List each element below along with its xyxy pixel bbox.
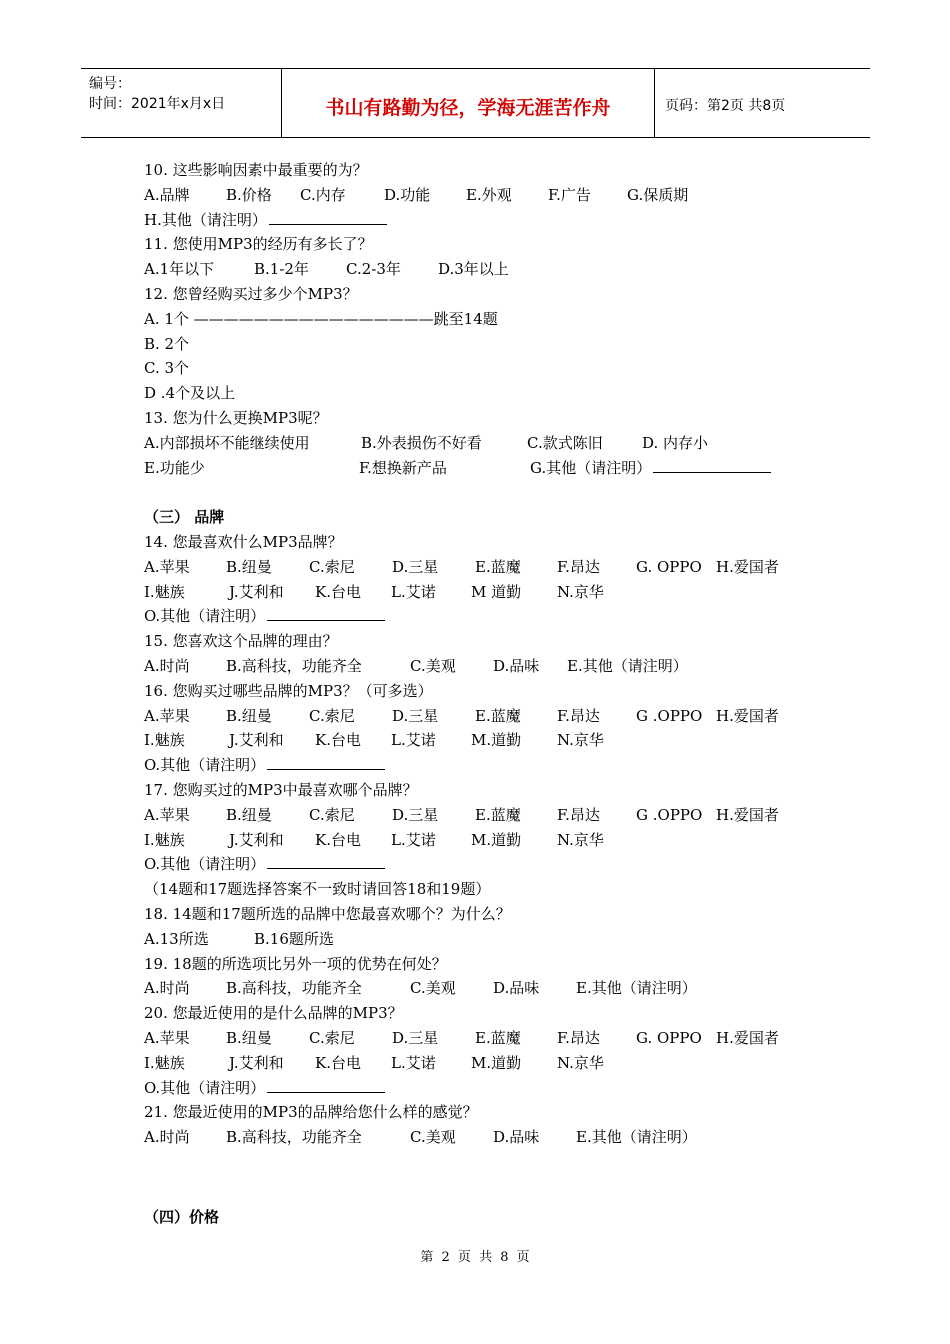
- motto-text: 书山有路勤为径，学海无涯苦作舟: [325, 97, 611, 119]
- header-motto-cell: [282, 69, 655, 137]
- option-item: N.京华: [557, 1053, 604, 1072]
- option-item: B.纽曼: [226, 557, 272, 576]
- option-row: [144, 705, 864, 727]
- option-item: B.高科技，功能齐全: [226, 657, 362, 675]
- option-item: B.纽曼: [226, 1029, 272, 1047]
- option-item: E.蓝魔: [475, 1029, 521, 1047]
- line-text: O.其他（请注明）: [144, 1078, 266, 1097]
- answer-blank: [267, 754, 385, 770]
- line-text: A. 1个 ————————————————跳至14题: [144, 309, 498, 328]
- option-row: [144, 655, 864, 677]
- option-row: [144, 258, 864, 280]
- line-text: 11. 您使用MP3的经历有多长了？: [144, 235, 373, 254]
- line-text: H.其他（请注明）: [144, 210, 267, 229]
- line-text: （三） 品牌: [144, 508, 225, 527]
- option-item: A.苹果: [144, 1029, 190, 1047]
- option-item: C.美观: [410, 1128, 456, 1147]
- option-item: E.功能少: [144, 458, 205, 477]
- line-text: 15. 您喜欢这个品牌的理由？: [144, 632, 338, 651]
- option-item: A.13所选: [144, 929, 209, 948]
- option-item: E.蓝魔: [475, 557, 521, 576]
- option-item: J.艾利和: [229, 731, 284, 750]
- option-item: H.爱国者: [716, 706, 779, 725]
- line-text: 10. 这些影响因素中最重要的为？: [144, 161, 368, 179]
- question-line: [144, 283, 358, 305]
- question-line: [144, 779, 418, 801]
- option-item: C.内存: [300, 185, 346, 204]
- question-line: [144, 903, 511, 925]
- option-item: C.美观: [410, 979, 456, 998]
- question-line: [144, 1101, 478, 1123]
- section-heading: [144, 506, 224, 528]
- option-item: A.时尚: [144, 979, 190, 998]
- option-item: G.其他（请注明）: [530, 457, 771, 479]
- option-item: M.道勤: [471, 731, 522, 750]
- option-item: D. 内存小: [642, 433, 709, 452]
- option-item: F.想换新产品: [359, 458, 447, 477]
- option-item: C.2-3年: [346, 260, 401, 279]
- option-item: F.昂达: [557, 706, 600, 725]
- option-item: G. OPPO: [636, 1029, 702, 1047]
- question-line: [144, 531, 343, 553]
- option-item: A.苹果: [144, 805, 190, 824]
- option-item: H.爱国者: [716, 557, 779, 576]
- answer-blank: [267, 605, 385, 621]
- question-line: [144, 1077, 385, 1099]
- option-item: L.艾诺: [391, 1053, 436, 1072]
- option-row: [144, 556, 864, 578]
- section-heading-price: （四）价格: [144, 1208, 220, 1226]
- option-item: I.魅族: [144, 582, 185, 601]
- option-item: K.台电: [315, 582, 361, 601]
- option-item: K.台电: [315, 1053, 361, 1072]
- line-text: 18. 14题和17题所选的品牌中您最喜欢哪个？为什么？: [144, 905, 511, 923]
- option-item: D.品味: [493, 657, 540, 675]
- answer-blank: [653, 457, 771, 473]
- option-item: D.三星: [392, 1029, 439, 1047]
- option-item: G. OPPO: [636, 557, 702, 576]
- option-item: A.时尚: [144, 657, 190, 675]
- option-row: [144, 432, 864, 454]
- line-text: D .4个及以上: [144, 384, 236, 403]
- option-row: [144, 1126, 864, 1148]
- option-item: B.外表损伤不好看: [361, 433, 482, 452]
- option-row: [144, 581, 864, 603]
- option-item: M 道勤: [471, 582, 522, 601]
- option-row: [144, 184, 864, 206]
- question-line: [144, 630, 338, 652]
- header-meta-cell: [81, 69, 282, 137]
- option-item: G .OPPO: [636, 805, 703, 824]
- option-item: B.16题所选: [254, 929, 334, 948]
- option-row: [144, 729, 864, 751]
- option-item: E.蓝魔: [475, 706, 521, 725]
- option-item: C.索尼: [309, 557, 355, 576]
- option-item: E.外观: [466, 185, 512, 204]
- option-item: H.爱国者: [716, 1029, 779, 1047]
- question-line: [144, 1002, 403, 1024]
- question-line: [144, 680, 433, 702]
- option-row: [144, 1052, 864, 1074]
- option-item: D.功能: [384, 185, 431, 204]
- question-line: [144, 754, 385, 776]
- date-label: 时间：2021年x月x日: [89, 96, 226, 112]
- line-text: 20. 您最近使用的是什么品牌的MP3？: [144, 1004, 403, 1023]
- question-line: [144, 407, 328, 429]
- option-item: K.台电: [315, 830, 361, 849]
- option-item: N.京华: [557, 830, 604, 849]
- line-text: O.其他（请注明）: [144, 756, 266, 775]
- line-text: O.其他（请注明）: [144, 855, 266, 874]
- line-text: 13. 您为什么更换MP3呢？: [144, 409, 328, 427]
- option-row: [144, 457, 864, 479]
- option-item: L.艾诺: [391, 582, 436, 601]
- option-item: A.内部损坏不能继续使用: [144, 433, 310, 452]
- option-item: A.1年以下: [144, 260, 215, 279]
- answer-blank: [269, 209, 387, 225]
- option-item: B.高科技，功能齐全: [226, 979, 362, 998]
- option-item: D.三星: [392, 706, 439, 725]
- option-item: F.昂达: [557, 805, 600, 824]
- line-text: 21. 您最近使用的MP3的品牌给您什么样的感觉？: [144, 1103, 478, 1122]
- option-item: D.品味: [493, 979, 540, 998]
- question-line: [144, 233, 373, 255]
- option-item: F.广告: [548, 185, 591, 204]
- code-label: 编号：: [89, 76, 131, 92]
- option-row: [144, 1027, 864, 1049]
- footer-ye2: 页: [516, 1250, 530, 1265]
- option-item: I.魅族: [144, 731, 185, 750]
- footer-total: 8: [500, 1250, 509, 1265]
- option-item: E.其他（请注明）: [576, 979, 697, 998]
- line-text: C. 3个: [144, 359, 190, 378]
- option-item: F.昂达: [557, 1029, 600, 1047]
- question-line: [144, 159, 368, 181]
- option-item: C.索尼: [309, 706, 355, 725]
- option-item: I.魅族: [144, 830, 185, 849]
- option-item: B.高科技，功能齐全: [226, 1128, 362, 1147]
- option-item: L.艾诺: [391, 731, 436, 750]
- option-item: M.道勤: [471, 830, 522, 849]
- option-item: C.索尼: [309, 805, 355, 824]
- page-footer: [0, 1246, 950, 1265]
- option-item: J.艾利和: [229, 1053, 284, 1072]
- option-item: D.三星: [392, 557, 439, 576]
- option-item: C.索尼: [309, 1029, 355, 1047]
- option-item: E.其他（请注明）: [567, 657, 688, 675]
- option-item: D.三星: [392, 805, 439, 824]
- option-item: G .OPPO: [636, 706, 703, 725]
- question-line: [144, 357, 189, 379]
- footer-gong: 共: [479, 1250, 493, 1265]
- question-line: [144, 878, 490, 900]
- option-item: J.艾利和: [229, 830, 284, 849]
- option-item: B.纽曼: [226, 805, 272, 824]
- option-item: A.苹果: [144, 706, 190, 725]
- option-item: J.艾利和: [229, 582, 284, 601]
- option-item: E.其他（请注明）: [576, 1128, 697, 1147]
- line-text: 17. 您购买过的MP3中最喜欢哪个品牌？: [144, 781, 418, 799]
- line-text: 14. 您最喜欢什么MP3品牌？: [144, 533, 343, 551]
- option-item: K.台电: [315, 731, 361, 750]
- option-item: F.昂达: [557, 557, 600, 576]
- question-line: [144, 382, 235, 404]
- option-item: I.魅族: [144, 1053, 185, 1072]
- option-row: [144, 977, 864, 999]
- line-text: O.其他（请注明）: [144, 607, 266, 626]
- option-item: G.保质期: [627, 185, 689, 204]
- question-line: [144, 333, 189, 355]
- option-item: A.时尚: [144, 1128, 190, 1147]
- option-item: B.1-2年: [254, 260, 309, 279]
- page-number-label: 页码：第2页 共8页: [665, 98, 786, 114]
- line-text: B. 2个: [144, 334, 190, 353]
- option-item: E.蓝魔: [475, 805, 521, 824]
- footer-di: 第: [420, 1250, 434, 1265]
- footer-page-num: 2: [441, 1250, 450, 1265]
- line-text: 12. 您曾经购买过多少个MP3？: [144, 285, 358, 303]
- line-text: 19. 18题的所选项比另外一项的优势在何处？: [144, 954, 447, 973]
- footer-ye: 页: [457, 1250, 471, 1265]
- question-line: [144, 605, 385, 627]
- option-row: [144, 928, 864, 950]
- option-item: L.艾诺: [391, 830, 436, 849]
- option-item: D.3年以上: [438, 260, 509, 279]
- option-item: N.京华: [557, 582, 604, 601]
- option-row: [144, 829, 864, 851]
- answer-blank: [267, 1077, 385, 1093]
- option-item: N.京华: [557, 731, 604, 750]
- option-item: C.美观: [410, 657, 456, 675]
- question-line: [144, 853, 385, 875]
- line-text: （14题和17题选择答案不一致时请回答18和19题）: [144, 880, 491, 899]
- option-item: C.款式陈旧: [527, 433, 603, 452]
- option-item: A.苹果: [144, 557, 190, 576]
- line-text: 16. 您购买过哪些品牌的MP3？（可多选）: [144, 681, 433, 700]
- option-item: B.价格: [226, 185, 272, 204]
- option-row: [144, 804, 864, 826]
- option-item: M.道勤: [471, 1053, 522, 1072]
- question-line: [144, 308, 498, 330]
- option-item: D.品味: [493, 1128, 540, 1147]
- option-item: A.品牌: [144, 185, 190, 204]
- option-item: H.爱国者: [716, 805, 779, 824]
- question-line: [144, 953, 447, 975]
- header-page-cell: [655, 69, 870, 137]
- option-item: B.纽曼: [226, 706, 272, 725]
- answer-blank: [267, 853, 385, 869]
- question-line: [144, 209, 387, 231]
- page-header: [81, 68, 870, 138]
